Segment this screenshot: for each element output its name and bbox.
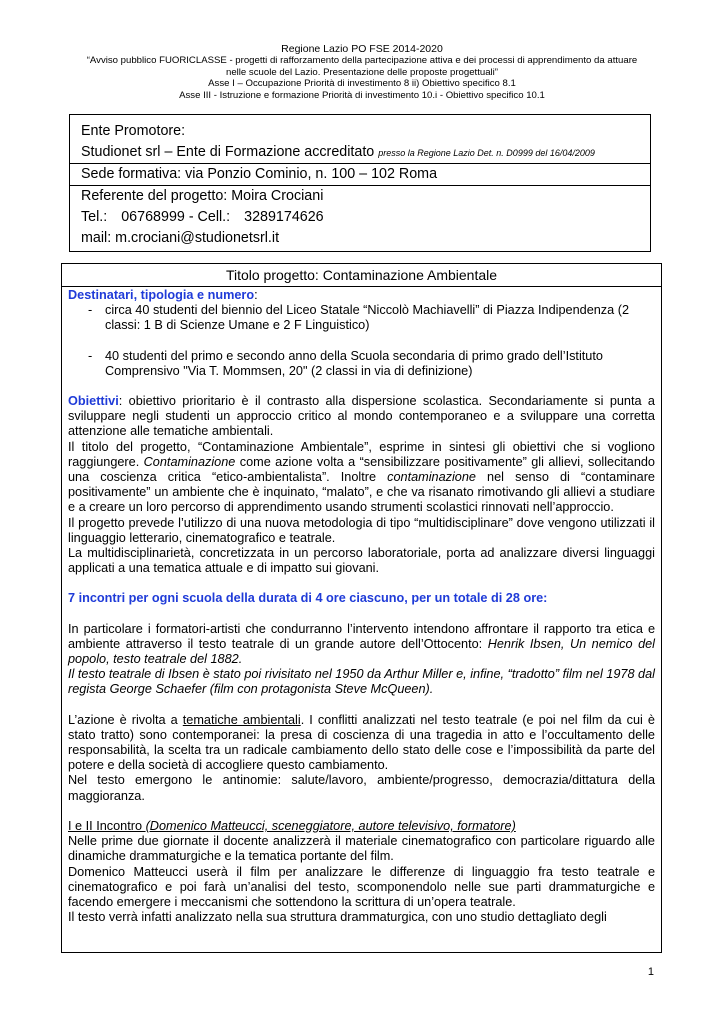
entity-name: Studionet srl – Ente di Formazione accreditato — [81, 144, 375, 160]
promoter-entity — [81, 144, 595, 162]
incontro-paragraph-1: Nelle prime due giornate il docente analizzerà il materiale cinematografico con particolare riguardo alle dinamiche drammaturgiche e la tematica portante del film. — [68, 834, 655, 864]
obiettivi-paragraph: Obiettivi: obiettivo prioritario è il contrasto alla dispersione scolastica. Secondariamente si punta a sviluppare negli studenti un approccio critico al mondo contemporaneo e a sviluppare una corretta attenzione alle tematiche ambientali. — [68, 394, 655, 439]
destinatari-label: Destinatari, tipologia e numero — [68, 288, 255, 302]
obiettivi-label: Obiettivi — [68, 394, 119, 409]
project-content — [68, 288, 655, 925]
multidisciplinary-paragraph: La multidisciplinarietà, concretizzata in un percorso laboratoriale, porta ad analizzare diversi linguaggi applicati a una tematica attuale e di impatto sui giovani. — [68, 546, 655, 576]
project-box — [61, 263, 662, 953]
header-line-4: Asse I – Occupazione Priorità di investimento 8 ii) Obiettivo specifico 8.1 — [208, 78, 516, 90]
tel-label: Tel.: — [81, 209, 108, 225]
project-title: Titolo progetto: Contaminazione Ambientale — [62, 264, 661, 287]
cell-number: 3289174626 — [244, 209, 324, 225]
document-header — [60, 43, 664, 101]
incontri-heading: 7 incontri per ogni scuola della durata di 4 ore ciascuno, per un totale di 28 ore: — [68, 591, 548, 606]
header-line-3: nelle scuole del Lazio. Presentazione delle proposte progettuali” — [226, 66, 498, 78]
sede-formativa: Sede formativa: via Ponzio Cominio, n. 100 – 102 Roma — [81, 166, 438, 182]
header-line-2: “Avviso pubblico FUORICLASSE - progetti di rafforzamento della partecipazione attiva e dei processi di apprendimento da attuare — [86, 55, 638, 66]
list-item: - circa 40 studenti del biennio del Liceo Statale “Niccolò Machiavelli” di Piazza Indipendenza (2 classi: 1 B di Scienze Umane e 2 F Linguistico) — [88, 303, 630, 333]
page-number: 1 — [647, 966, 654, 978]
incontro-paragraph-2: Domenico Matteucci userà il film per analizzare le differenze di linguaggio fra testo teatrale e cinematografico e poi farà un’analisi del testo, scomponendolo nelle sue parti drammaturgiche e facendo emergere i meccanismi che sottendono la scrittura di un’opera teatrale. — [68, 864, 655, 909]
miller-paragraph: Il testo teatrale di Ibsen è stato poi rivisitato nel 1950 da Arthur Miller e, infine, “tradotto” film nel 1978 dal regista George Schaefer (film con protagonista Steve McQueen). — [68, 667, 655, 697]
promoter-box — [69, 114, 651, 252]
incontro-paragraph-3: Il testo verrà infatti analizzato nella sua struttura drammaturgica, con uno studio dettagliato degli — [68, 910, 607, 925]
divider — [70, 163, 650, 164]
entity-note: presso la Regione Lazio Det. n. D0999 del 16/04/2009 — [378, 148, 595, 158]
destinatari-heading: Destinatari, tipologia e numero: — [68, 288, 258, 302]
title-explanation-paragraph: Il titolo del progetto, “Contaminazione Ambientale”, esprime in sintesi gli obiettivi che si vogliono raggiungere. Contaminazione come azione volta a “sensibilizzare positivamente” gli allievi, sollecitando una coscienza critica “etico-ambientalista”. Inoltre contaminazione nel senso di “contaminare positivamente” un ambiente che è inquinato, “malato”, e che va risanato rimotivando gli allievi a studiare e a creare un loro percorso di apprendimento usando strumenti scolastici rinnovati nell’approccio. — [68, 439, 655, 515]
azione-paragraph: L’azione è rivolta a tematiche ambientali. I conflitti analizzati nel testo teatrale (e poi nel film da cui è stato tratto) sono contemporanei: la presa di coscienza di una tragedia in atto e l’occultamento delle responsabilità, la scelta tra un radicale cambiamento dello stato delle cose e l’impossibilità da parte del potere e della società di accogliere questo cambiamento. — [68, 712, 655, 773]
ibsen-paragraph: In particolare i formatori-artisti che condurranno l’intervento intendono affrontare il rapporto tra etica e ambiente attraverso il testo teatrale di un grande autore dell’Ottocento: Henrik Ibsen, Un nemico del popolo, testo teatrale del 1882. — [68, 621, 655, 667]
referente: Referente del progetto: Moira Crociani — [81, 188, 324, 204]
mail: mail: m.crociani@studionetsrl.it — [81, 230, 280, 246]
antinomie-paragraph: Nel testo emergono le antinomie: salute/lavoro, ambiente/progresso, democrazia/dittatura della maggioranza. — [68, 773, 655, 803]
incontro-heading: I e II Incontro (Domenico Matteucci, sceneggiatore, autore televisivo, formatore) — [68, 818, 516, 833]
list-item: - 40 studenti del primo e secondo anno della Scuola secondaria di primo grado dell’Istituto Comprensivo "Via T. Mommsen, 20" (2 classi in via di definizione) — [88, 348, 603, 378]
telephone-row — [81, 209, 324, 226]
header-line-5: Asse III - Istruzione e formazione Priorità di investimento 10.i - Obiettivo specifico 10.1 — [179, 89, 545, 101]
promoter-label: Ente Promotore: — [81, 123, 186, 139]
tel-number: 06768999 - Cell.: — [121, 209, 231, 225]
header-line-1: Regione Lazio PO FSE 2014-2020 — [281, 43, 443, 55]
divider — [70, 185, 650, 186]
methodology-paragraph: Il progetto prevede l’utilizzo di una nuova metodologia di tipo “multidisciplinare” dove vengono utilizzati il linguaggio letterario, cinematografico e teatrale. — [68, 515, 655, 545]
